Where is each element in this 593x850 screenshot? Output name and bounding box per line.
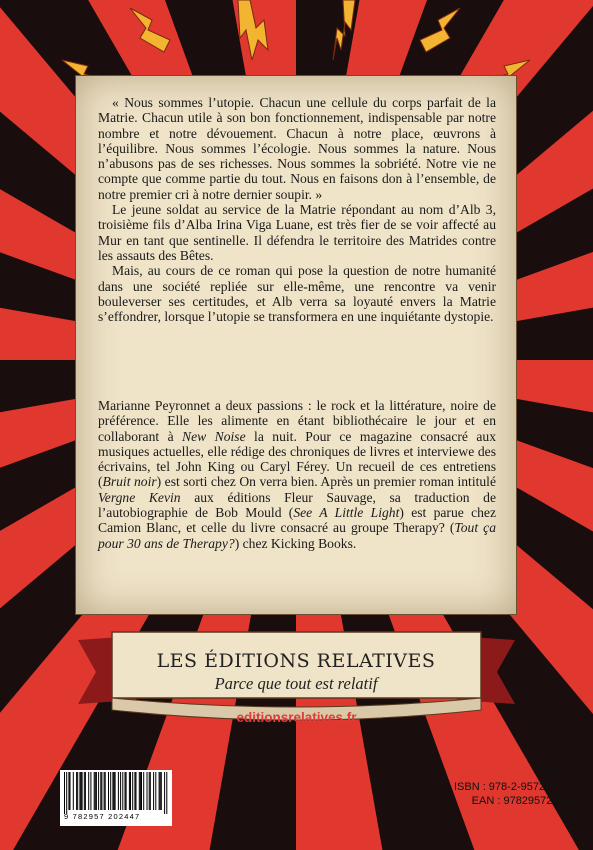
barcode-bar	[129, 772, 130, 810]
bio-title-new-noise: New Noise	[182, 428, 246, 444]
author-bio-text	[98, 398, 496, 551]
barcode-bar	[64, 772, 65, 814]
barcode-bar	[70, 772, 71, 810]
barcode-bars	[60, 770, 172, 814]
barcode-bar	[98, 772, 99, 810]
bio-title-bruit-noir: Bruit noir	[102, 474, 157, 490]
publication-info	[454, 766, 583, 822]
barcode-bar	[159, 772, 160, 810]
barcode-bar	[66, 772, 67, 814]
ean: EAN : 9782957202447	[471, 795, 583, 807]
barcode-bar	[114, 772, 115, 810]
barcode-bar	[88, 772, 89, 810]
bio-text-6: ) chez Kicking Books.	[234, 535, 357, 551]
barcode-bar	[155, 772, 156, 810]
barcode-bar	[96, 772, 97, 810]
bio-text-2: la nuit. Pour ce magazine consacré aux musiques actuelles, elle rédige des chroniques de livres et interviewe des écrivains, tel John King ou Caryl Férey. Un recueil de ces entretiens (	[98, 428, 496, 490]
barcode-bar	[110, 772, 111, 810]
bio-title-vergne-kevin: Vergne Kevin	[98, 489, 181, 505]
barcode-bar	[140, 772, 141, 810]
barcode-bar	[164, 772, 165, 814]
barcode-bar	[90, 772, 91, 810]
bio-text-4: aux éditions Fleur Sauvage, sa traduction de l’autobiographie de Bob Mould (	[98, 489, 496, 521]
barcode-bar	[76, 772, 77, 810]
barcode-bar	[130, 772, 131, 810]
bio-text-1: Marianne Peyronnet a deux passions : le rock et la littérature, noire de préférence. Elle les alimente en étant bibliothécaire le jour et en collaborant à	[98, 398, 496, 444]
barcode-bar	[79, 772, 80, 810]
bio-title-therapy: Tout ça pour 30 ans de Therapy?	[98, 520, 496, 551]
barcode-bar	[112, 772, 113, 810]
price: 19 €	[561, 809, 583, 821]
barcode-bar	[118, 772, 119, 810]
barcode-bar	[161, 772, 162, 810]
barcode-bar	[85, 772, 86, 810]
barcode-number: 9 782957 202447	[64, 812, 141, 821]
barcode-bar	[143, 772, 144, 810]
barcode-bar	[115, 772, 116, 810]
barcode-bar	[105, 772, 106, 810]
barcode-bar	[95, 772, 96, 810]
barcode-bar	[126, 772, 127, 810]
bio-text-3: ) est sorti chez On verra bien. Après un premier roman intitulé	[156, 474, 496, 490]
publisher-name: LES ÉDITIONS RELATIVES	[156, 650, 436, 672]
barcode-bar	[166, 772, 167, 814]
barcode-bar	[108, 772, 109, 810]
barcode-bar	[100, 772, 101, 810]
isbn: ISBN : 978-2-9572024-4-7	[453, 781, 583, 793]
barcode-bar	[153, 772, 154, 810]
barcode-bar	[94, 772, 95, 810]
barcode-bar	[150, 772, 151, 810]
barcode-bar	[104, 772, 105, 810]
barcode-bar	[141, 772, 142, 810]
barcode-bar	[139, 772, 140, 810]
book-blurb	[98, 95, 496, 324]
barcode-bar	[101, 772, 102, 810]
publisher-tagline: Parce que tout est relatif	[214, 674, 378, 693]
barcode-bar	[134, 772, 135, 810]
barcode-bar	[160, 772, 161, 810]
publication-date: 05.2023	[543, 767, 583, 779]
barcode-bar	[77, 772, 78, 810]
blurb-paragraph-2: Le jeune soldat au service de la Matrie répondant au nom d’Alb 3, troisième fils d’Alba Irina Viga Luane, est très fier de se voir affecté au Mur en tant que sentinelle. Il défendra le territoire des Matrides contre les assauts des Bêtes.	[98, 202, 496, 263]
barcode-bar	[122, 772, 123, 810]
barcode-bar	[120, 772, 121, 810]
blurb-paragraph-3: Mais, au cours de ce roman qui pose la question de notre humanité dans une société repliée sur elle-même, une rencontre va venir bouleverser ses certitudes, et Alb verra sa loyauté envers la Matrie s’effondrer, lorsque l’utopie se transformera en une inquiétante dystopie.	[98, 263, 496, 325]
barcode-bar	[82, 772, 83, 810]
bio-text-5: ) est parue chez Camion Blanc, et celle du livre consacré au groupe Therapy? (	[98, 505, 496, 536]
barcode-bar	[84, 772, 85, 810]
author-bio	[98, 398, 496, 551]
barcode-bar	[132, 772, 133, 810]
barcode-bar	[73, 772, 74, 810]
barcode-bar	[125, 772, 126, 810]
bio-title-see-a-little-light: See A Little Light	[293, 505, 400, 521]
barcode-bar	[149, 772, 150, 810]
blurb-quote: « Nous sommes l’utopie. Chacun une cellule du corps parfait de la Matrie. Chacun utile à son bon fonctionnement, indispensable par notre nombre et notre dévouement. Chacun à notre place, œuvrons à l’équilibre. Nous sommes l’écologie. Nous sommes la nature. Nous n’abusons pas de ses richesses. Nous sommes la sobriété. Notre vie ne compte que comme partie du tout. Nous en faisons don à l’ensemble, de notre premier cri à notre dernier soupir. »	[98, 95, 496, 202]
publisher-website-link[interactable]: editionsrelatives.fr	[236, 710, 357, 725]
barcode-bar	[136, 772, 137, 810]
barcode-bar	[147, 772, 148, 810]
publisher-banner-text	[120, 650, 472, 694]
barcode-bar	[68, 772, 69, 810]
barcode-bar	[81, 772, 82, 810]
